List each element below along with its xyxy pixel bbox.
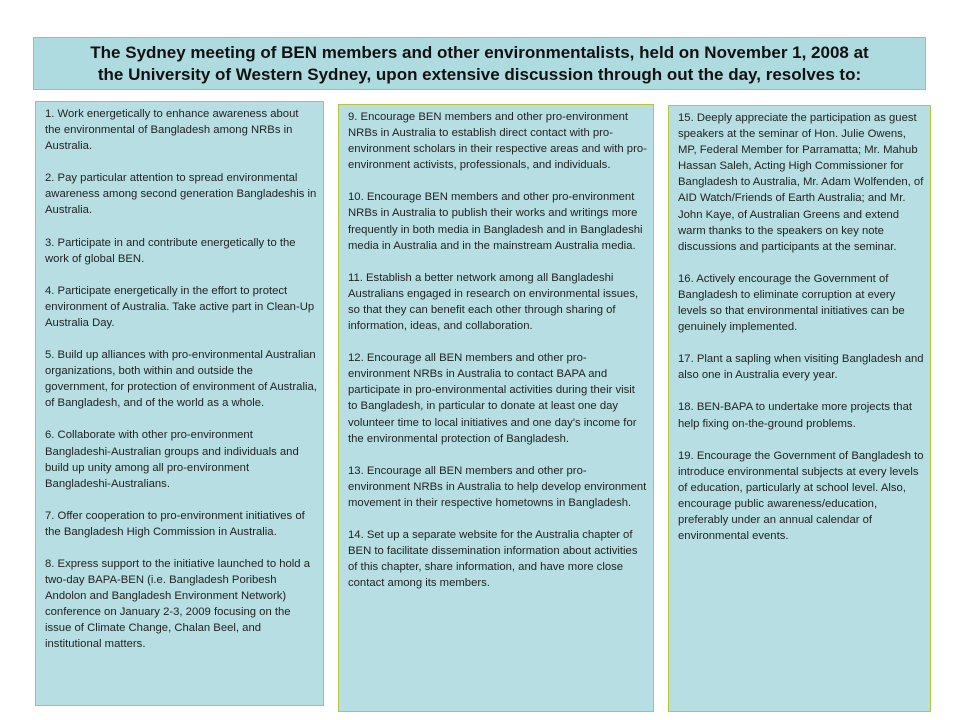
- resolution-item-16: 16. Actively encourage the Government of Bangladesh to eliminate corruption at every levels so that environmental initiatives can be genuinely implemented.: [678, 272, 905, 334]
- resolution-item-9: 9. Encourage BEN members and other pro-environment NRBs in Australia to establish direct contact with pro-environment scholars in their respective areas and with pro-environment activists, professionals, and individuals.: [348, 111, 647, 172]
- resolution-item-18: 18. BEN-BAPA to undertake more projects that help fixing on-the-ground problems.: [678, 401, 913, 430]
- resolution-item-14: 14. Set up a separate website for the Australia chapter of BEN to facilitate dissemination information about activities of this chapter, share information, and have more close contact among its members.: [348, 528, 638, 590]
- resolution-item-2: 2. Pay particular attention to spread environmental awareness among second generation Bangladeshis in Australia.: [45, 172, 317, 217]
- resolution-item-15: 15. Deeply appreciate the participation as guest speakers at the seminar of Hon. Julie Owens, MP, Federal Member for Parramatta; Mr. Mahub Hassan Saleh, Acting High Commissioner for Bangladesh to Australia, Mr. Adam Wolfenden, of AID Watch/Friends of Earth Australia; and Mr. John Kaye, of Australian Greens and extend warm thanks to the speakers on key note discussions and participants at the seminar.: [678, 112, 924, 253]
- resolution-item-1: 1. Work energetically to enhance awareness about the environmental of Bangladesh among NRBs in Australia.: [45, 108, 299, 153]
- resolution-item-10: 10. Encourage BEN members and other pro-environment NRBs in Australia to publish their works and writings more frequently in both media in Bangladesh and in Bangladeshi media in Australia and in the mainstream Australia media.: [348, 191, 643, 252]
- resolution-item-4: 4. Participate energetically in the effort to protect environment of Australia. Take active part in Clean-Up Australia Day.: [45, 284, 315, 329]
- resolution-item-12: 12. Encourage all BEN members and other pro-environment NRBs in Australia to contact BAPA and participate in pro-environmental activities during their visit to Bangladesh, in particular to donate at least one day volunteer time to local initiatives and one day's income for the environmental protection of Bangladesh.: [348, 352, 637, 445]
- resolution-item-8: 8. Express support to the initiative launched to hold a two-day BAPA-BEN (i.e. Bangladesh Poribesh Andolon and Bangladesh Environment Network) conference on January 2-3, 2009 focusing on the issue of Climate Change, Chalan Beel, and institutional matters.: [45, 557, 311, 651]
- page-title: [33, 37, 926, 90]
- resolutions-column-1: [35, 101, 324, 706]
- resolutions-column-3: [668, 105, 931, 712]
- resolution-item-5: 5. Build up alliances with pro-environmental Australian organizations, both within and outside the government, for protection of environment of Australia, of Bangladesh, and of the world as a whole.: [45, 349, 317, 410]
- resolution-item-19: 19. Encourage the Government of Bangladesh to introduce environmental subjects at every levels of education, particularly at school level. Also, encourage public awareness/education, preferably under an annual calendar of environmental events.: [678, 449, 924, 543]
- resolution-item-13: 13. Encourage all BEN members and other pro-environment NRBs in Australia to help develop environment movement in their respective hometowns in Bangladesh.: [348, 464, 647, 509]
- title-line-1: The Sydney meeting of BEN members and other environmentalists, held on November 1, 2008 at: [90, 42, 869, 62]
- title-line-2: the University of Western Sydney, upon extensive discussion through out the day, resolves to:: [97, 64, 862, 84]
- resolution-item-3: 3. Participate in and contribute energetically to the work of global BEN.: [45, 236, 296, 265]
- resolution-item-7: 7. Offer cooperation to pro-environment initiatives of the Bangladesh High Commission in Australia.: [45, 509, 305, 538]
- resolution-item-11: 11. Establish a better network among all Bangladeshi Australians engaged in research on environmental issues, so that they can benefit each other through sharing of information, ideas, and collaboration.: [348, 271, 639, 333]
- resolution-item-6: 6. Collaborate with other pro-environment Bangladeshi-Australian groups and individuals and build up unity among all pro-environment Bangladeshi-Australians.: [45, 429, 299, 490]
- resolutions-column-2: [338, 104, 654, 712]
- resolution-item-17: 17. Plant a sapling when visiting Bangladesh and also one in Australia every year.: [678, 353, 924, 382]
